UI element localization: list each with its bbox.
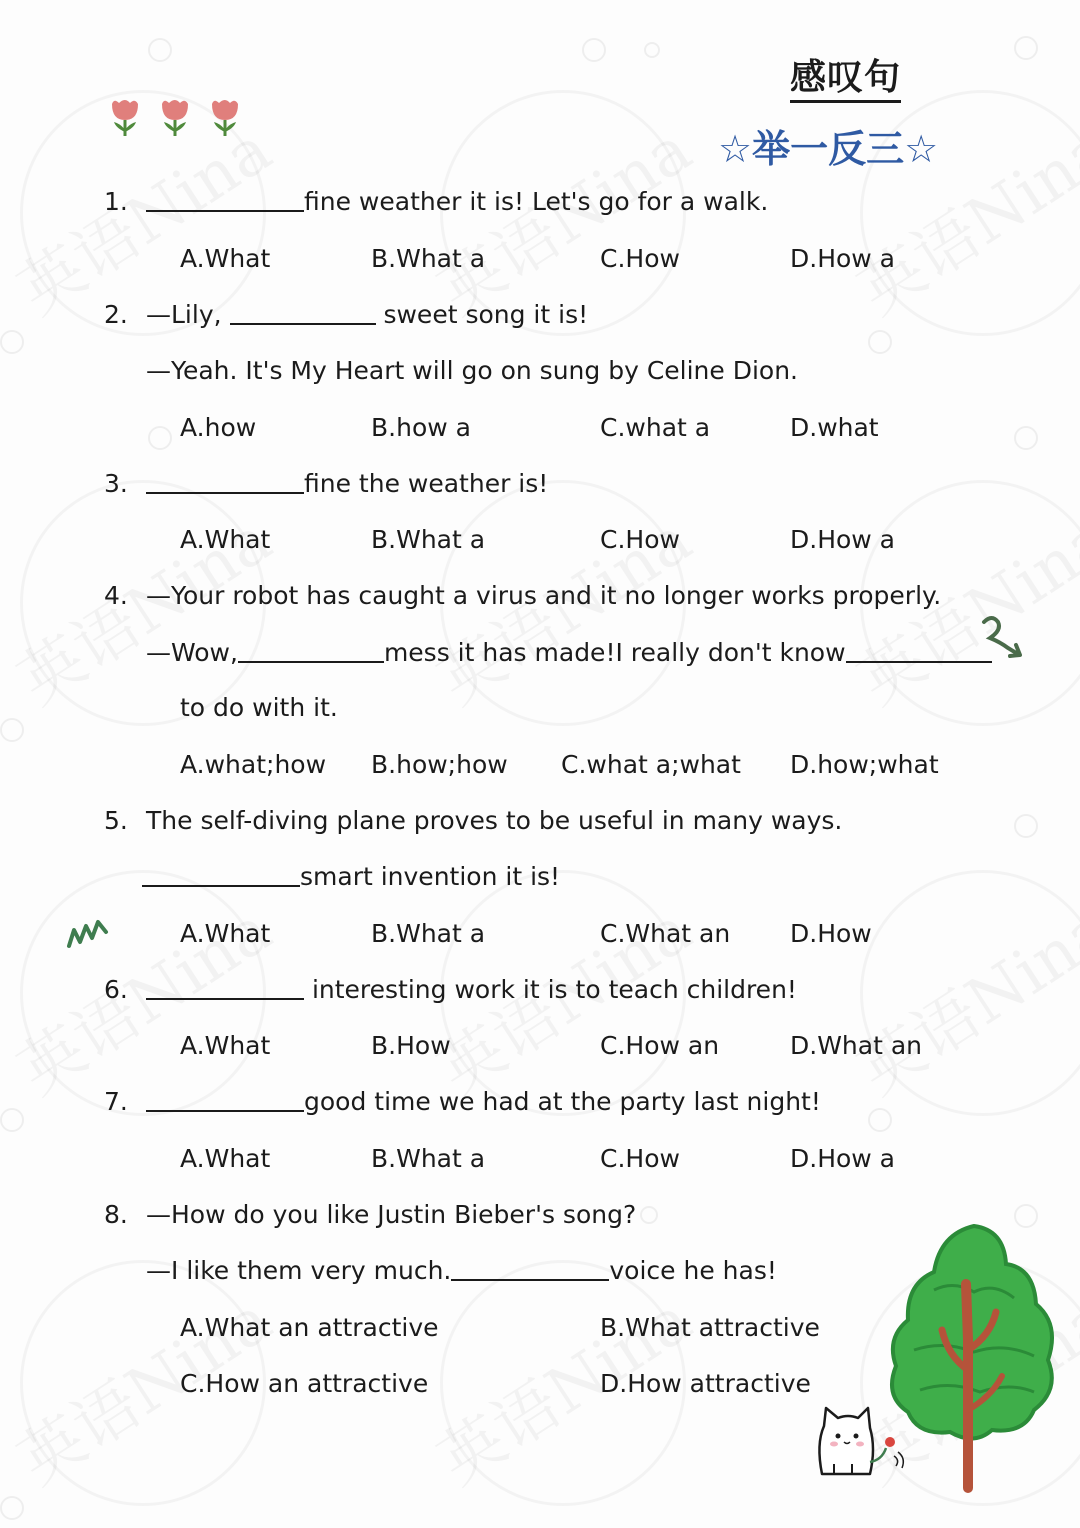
- option-a[interactable]: A.What: [180, 1031, 271, 1060]
- option-b[interactable]: B.how a: [371, 413, 471, 442]
- zigzag-icon: [66, 918, 110, 948]
- option-c[interactable]: C.what a;what: [561, 750, 741, 779]
- question-number: 4.: [104, 581, 128, 610]
- option-a[interactable]: A.how: [180, 413, 257, 442]
- option-a[interactable]: A.What: [180, 919, 271, 948]
- answer-blank[interactable]: [238, 637, 384, 663]
- question-stem: —Lily, sweet song it is!: [146, 300, 589, 329]
- question-stem: fine weather it is! Let's go for a walk.: [146, 186, 768, 218]
- answer-blank[interactable]: [846, 637, 992, 663]
- question-stem: fine the weather is!: [146, 468, 548, 500]
- option-d[interactable]: D.What an: [790, 1031, 922, 1060]
- option-b[interactable]: B.What a: [371, 244, 486, 273]
- question-number: 5.: [104, 806, 128, 835]
- option-d[interactable]: D.how;what: [790, 750, 939, 779]
- question-stem: The self-diving plane proves to be useful in many ways.: [146, 806, 843, 835]
- option-a[interactable]: A.What: [180, 1144, 271, 1173]
- question-reply-continued: to do with it.: [180, 693, 338, 722]
- option-c[interactable]: C.what a: [600, 413, 711, 442]
- question-stem: —How do you like Justin Bieber's song?: [146, 1200, 637, 1229]
- page-subtitle: ☆举一反三☆: [718, 127, 939, 171]
- option-a[interactable]: A.What: [180, 525, 271, 554]
- option-d[interactable]: D.How a: [790, 244, 896, 273]
- question-number: 7.: [104, 1087, 128, 1116]
- question-reply: —Yeah. It's My Heart will go on sung by Celine Dion.: [146, 356, 799, 385]
- tree-icon: [884, 1220, 1064, 1492]
- option-a[interactable]: A.What: [180, 244, 271, 273]
- tulip-icon: [108, 98, 248, 140]
- answer-blank[interactable]: [451, 1255, 609, 1281]
- option-c[interactable]: C.How: [600, 1144, 680, 1173]
- answer-blank[interactable]: [146, 1086, 304, 1112]
- option-b[interactable]: B.What a: [371, 919, 486, 948]
- option-d[interactable]: D.How a: [790, 525, 896, 554]
- option-b[interactable]: B.How: [371, 1031, 451, 1060]
- watermark: [838, 880, 1080, 1112]
- option-d[interactable]: D.How attractive: [600, 1369, 811, 1398]
- question-reply: —I like them very much. voice he has!: [146, 1256, 777, 1285]
- option-a[interactable]: A.What an attractive: [180, 1313, 439, 1342]
- squiggle-arrow-icon: [978, 612, 1026, 662]
- question-stem: good time we had at the party last night!: [146, 1086, 821, 1118]
- answer-blank[interactable]: [146, 468, 304, 494]
- question-stem-continued: smart invention it is!: [142, 861, 560, 893]
- option-c[interactable]: C.How: [600, 525, 680, 554]
- option-b[interactable]: B.What attractive: [600, 1313, 820, 1342]
- question-number: 1.: [104, 187, 128, 216]
- answer-blank[interactable]: [146, 974, 304, 1000]
- question-stem: interesting work it is to teach children!: [146, 974, 797, 1006]
- option-c[interactable]: C.How an: [600, 1031, 720, 1060]
- cat-icon: [812, 1404, 908, 1480]
- option-d[interactable]: D.How: [790, 919, 872, 948]
- answer-blank[interactable]: [146, 186, 304, 212]
- question-number: 2.: [104, 300, 128, 329]
- option-c[interactable]: C.What an: [600, 919, 731, 948]
- answer-blank[interactable]: [230, 299, 376, 325]
- question-stem: —Your robot has caught a virus and it no longer works properly.: [146, 581, 942, 610]
- page-title: 感叹句: [790, 56, 901, 103]
- question-reply: —Wow, mess it has made!I really don't know: [146, 637, 992, 669]
- option-c[interactable]: C.How an attractive: [180, 1369, 429, 1398]
- option-b[interactable]: B.What a: [371, 525, 486, 554]
- option-b[interactable]: B.What a: [371, 1144, 486, 1173]
- option-d[interactable]: D.what: [790, 413, 879, 442]
- question-number: 8.: [104, 1200, 128, 1229]
- option-c[interactable]: C.How: [600, 244, 680, 273]
- option-a[interactable]: A.what;how: [180, 750, 327, 779]
- question-number: 3.: [104, 469, 128, 498]
- answer-blank[interactable]: [142, 861, 300, 887]
- question-number: 6.: [104, 975, 128, 1004]
- option-b[interactable]: B.how;how: [371, 750, 508, 779]
- option-d[interactable]: D.How a: [790, 1144, 896, 1173]
